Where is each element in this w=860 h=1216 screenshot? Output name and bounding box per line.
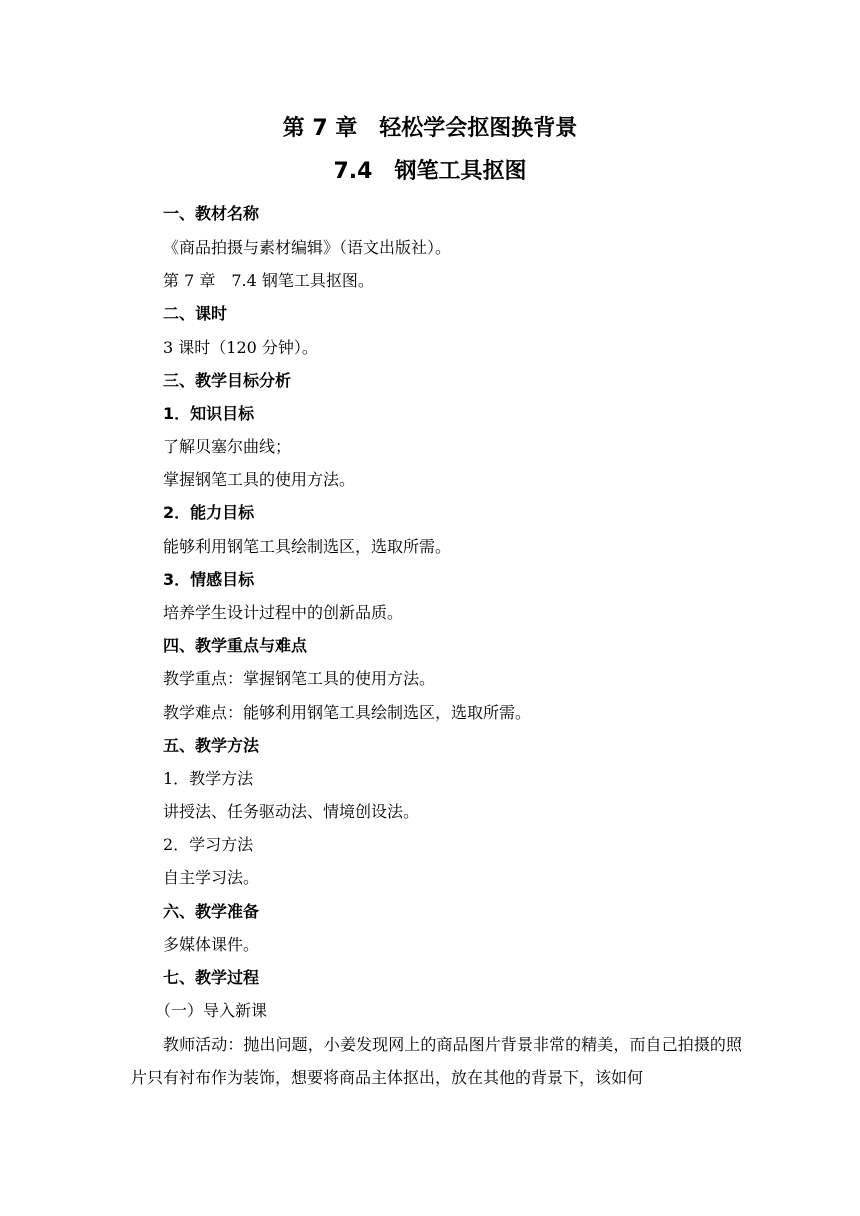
body-line: 讲授法、任务驱动法、情境创设法。 <box>163 802 420 821</box>
body-line: 能够利用钢笔工具绘制选区，选取所需。 <box>163 537 452 556</box>
body-line: 培养学生设计过程中的创新品质。 <box>163 603 404 622</box>
heading-preparation: 六、教学准备 <box>163 902 260 921</box>
subheading-emotion: 3．情感目标 <box>163 570 255 589</box>
body-line: 自主学习法。 <box>163 868 260 887</box>
body-line: 《商品拍摄与素材编辑》（语文出版社）。 <box>163 238 452 257</box>
body-line: 掌握钢笔工具的使用方法。 <box>163 470 356 489</box>
body-line: 教学难点：能够利用钢笔工具绘制选区，选取所需。 <box>163 703 532 722</box>
heading-methods: 五、教学方法 <box>163 736 260 755</box>
body-line: 教学重点：掌握钢笔工具的使用方法。 <box>163 669 436 688</box>
body-line: 了解贝塞尔曲线； <box>163 437 292 456</box>
body-line: （一）导入新课 <box>155 1001 268 1020</box>
subheading-knowledge: 1．知识目标 <box>163 404 255 423</box>
body-line: 3 课时（120 分钟）。 <box>163 338 318 357</box>
section-title: 7.4 钢笔工具抠图 <box>333 159 527 184</box>
chapter-title: 第 7 章 轻松学会抠图换背景 <box>282 116 578 141</box>
heading-class-hours: 二、课时 <box>163 304 228 323</box>
body-line: 多媒体课件。 <box>163 935 260 954</box>
subheading-ability: 2．能力目标 <box>163 503 255 522</box>
body-line: 2．学习方法 <box>163 835 254 854</box>
heading-key-points: 四、教学重点与难点 <box>163 636 308 655</box>
body-line: 1．教学方法 <box>163 769 254 788</box>
body-paragraph: 教师活动：抛出问题，小姜发现网上的商品图片背景非常的精美，而自己拍摄的照片只有衬布作为装饰，想要将商品主体抠出，放在其他的背景下，该如何 <box>131 1035 742 1087</box>
heading-process: 七、教学过程 <box>163 968 260 987</box>
heading-textbook-name: 一、教材名称 <box>163 204 260 223</box>
body-line: 第 7 章 7.4 钢笔工具抠图。 <box>163 271 374 290</box>
heading-objectives: 三、教学目标分析 <box>163 371 292 390</box>
